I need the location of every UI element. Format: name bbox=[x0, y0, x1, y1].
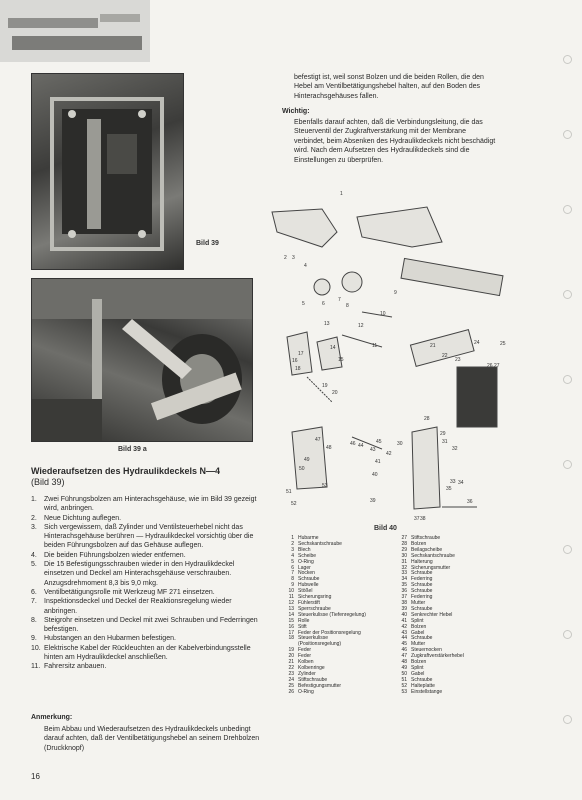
legend-row: 18 Steuerkulisse bbox=[288, 635, 329, 642]
binder-hole bbox=[563, 290, 572, 299]
legend-row: 15 Rolle bbox=[288, 617, 310, 624]
legend-row: 45 Mutter bbox=[401, 641, 426, 648]
step-item: 10. Elektrische Kabel der Rückleuchten an der Kabelverbindungsstelle hinten am Hydraulikdeckel anschließen. bbox=[31, 644, 251, 662]
legend-row: 51 Schraube bbox=[401, 676, 433, 683]
legend-row: 29 Beilagscheibe bbox=[401, 546, 443, 553]
faded-header-strip bbox=[0, 0, 150, 62]
legend-row: 32 Sicherungsmutter bbox=[401, 564, 451, 571]
diagram-parts bbox=[272, 207, 503, 509]
binder-hole bbox=[563, 130, 572, 139]
step-item: 7. Inspektionsdeckel und Deckel der Reaktionsregelung wieder anbringen. bbox=[31, 598, 232, 615]
cam-shape bbox=[342, 272, 362, 292]
legend-row: 44 Schraube bbox=[401, 635, 433, 642]
legend-row: 19 Feder bbox=[288, 647, 312, 654]
legend-row: 46 Steuernocken bbox=[401, 647, 442, 654]
step-item: 2. Neue Dichtung auflegen. bbox=[31, 514, 122, 522]
legend-row: (Positionsregelung) bbox=[298, 641, 342, 648]
lift-arm-right-shape bbox=[357, 207, 442, 247]
photo-bild-39a-illustration bbox=[32, 279, 252, 441]
legend-row: 16 Stift bbox=[288, 623, 307, 630]
step-item: 11. Fahrersitz anbauen. bbox=[31, 663, 107, 671]
legend-row: 53 Einstellstange bbox=[401, 688, 443, 695]
legend-row: 1 Hubarme bbox=[291, 535, 319, 541]
section-title: Wiederaufsetzen des Hydraulikdeckels N—4 bbox=[31, 466, 220, 476]
binder-hole bbox=[563, 205, 572, 214]
photo-bild-39 bbox=[31, 73, 184, 270]
legend-row: 23 Zylinder bbox=[288, 670, 316, 677]
legend-row: 50 Gabel bbox=[401, 670, 425, 677]
legend-row: 28 Bolzen bbox=[401, 540, 427, 547]
callout-label: 6 bbox=[322, 301, 325, 307]
step-item: 1. Zwei Führungsbolzen am Hinterachsgehäuse, wie im Bild 39 gezeigt wird, anbringen. bbox=[31, 496, 257, 513]
lift-arm-left-shape bbox=[272, 209, 337, 247]
legend-row: 8 Schraube bbox=[291, 576, 320, 583]
instruction-steps bbox=[31, 495, 263, 672]
section-heading bbox=[31, 466, 261, 488]
callout-label: 20 bbox=[332, 390, 338, 396]
exploded-diagram-bild-40 bbox=[262, 187, 524, 522]
legend-row: 37 Federring bbox=[401, 594, 433, 601]
callout-label: 23 bbox=[455, 357, 461, 363]
legend-row: 31 Halterung bbox=[401, 558, 433, 565]
legend-row: 2 Sechskantschraube bbox=[291, 540, 342, 547]
callout-label: 17 bbox=[298, 351, 304, 357]
legend-row: 40 Senkrechter Hebel bbox=[401, 611, 453, 618]
callout-label: 15 bbox=[338, 357, 344, 363]
note-heading: Anmerkung: bbox=[31, 714, 73, 721]
callout-label: 5 bbox=[302, 301, 305, 307]
callout-label: 21 bbox=[430, 343, 436, 349]
callout-label: 48 bbox=[326, 445, 332, 451]
legend-row: 38 Mutter bbox=[401, 599, 426, 606]
callout-label: 29 bbox=[440, 431, 446, 437]
legend-row: 10 Stößel bbox=[288, 588, 313, 595]
binder-hole bbox=[563, 545, 572, 554]
legend-row: 42 Bolzen bbox=[401, 623, 427, 630]
legend-row: 25 Befestigungsmutter bbox=[288, 682, 342, 689]
binder-hole bbox=[563, 715, 572, 724]
callout-label: 16 bbox=[292, 358, 298, 364]
callout-label: 43 bbox=[370, 447, 376, 453]
photo-bild-39a bbox=[31, 278, 253, 442]
legend-row: 49 Splint bbox=[401, 664, 424, 671]
wichtig-text: Ebenfalls darauf achten, daß die Verbindungsleitung, die das Steuerventil der Zugkraftverstärkung mit der Membrane verbindet, beim Absenken des Hydraulikdeckels nicht beschädigt wird. Nach dem Aufsetzen des Hydraulikdeckels sind die Einstellungen zu überprüfen. bbox=[294, 119, 496, 164]
callout-label: 28 bbox=[424, 416, 430, 422]
step-item: 3. Sich vergewissern, daß Zylinder und Ventilsteuerhebel nicht das Hinterachsgehäuse berühren — Hydraulikdeckel vorsichtig über die beiden Führungsbolzen auf das Gehäuse auflegen. bbox=[31, 523, 254, 550]
legend-row: 14 Steuerkulisse (Tiefenregelung) bbox=[288, 611, 366, 618]
legend-row: 26 O-Ring bbox=[288, 688, 314, 695]
callout-label: 27 bbox=[494, 363, 500, 369]
callout-label: 25 bbox=[500, 341, 506, 347]
callout-label: 32 bbox=[452, 446, 458, 452]
binder-hole bbox=[563, 375, 572, 384]
legend-row: 47 Zugkraftverstärkerhebel bbox=[401, 653, 464, 660]
callout-label: 39 bbox=[370, 498, 376, 504]
callout-label: 11 bbox=[372, 343, 378, 349]
callout-label: 18 bbox=[295, 366, 301, 372]
legend-row: 21 Kolben bbox=[288, 659, 314, 666]
callout-label: 24 bbox=[474, 340, 480, 346]
caption-bild-40: Bild 40 bbox=[374, 525, 397, 532]
legend-row: 3 Blech bbox=[291, 546, 311, 553]
legend-row: 20 Feder bbox=[288, 653, 312, 660]
callout-label: 33 bbox=[450, 479, 456, 485]
legend-row: 33 Schraube bbox=[401, 570, 433, 577]
legend-row: 39 Schraube bbox=[401, 605, 433, 612]
binder-hole bbox=[563, 630, 572, 639]
callout-label: 26 bbox=[487, 363, 493, 369]
spring-line bbox=[307, 377, 332, 402]
header-bar bbox=[100, 14, 140, 22]
callout-label: 50 bbox=[299, 466, 305, 472]
step-item: 5. Die 15 Befestigungsschrauben wieder in den Hydraulikdeckel einsetzen und Deckel am Hinterachsgehäuse verschrauben. Anzugsdrehmoment 8,3 bis 9,0 mkg. bbox=[31, 561, 235, 587]
legend-row: 48 Bolzen bbox=[401, 659, 427, 666]
legend-column-right bbox=[397, 536, 517, 695]
callout-label: 44 bbox=[358, 443, 364, 449]
binder-hole bbox=[563, 460, 572, 469]
callout-label: 3 bbox=[292, 255, 295, 261]
callout-label: 14 bbox=[330, 345, 336, 351]
callout-label: 13 bbox=[324, 321, 330, 327]
callout-label: 19 bbox=[322, 383, 328, 389]
legend-row: 27 Stiftschraube bbox=[401, 535, 441, 541]
legend-row: 12 Fühlerstift bbox=[288, 599, 320, 606]
piston-shape bbox=[410, 330, 474, 367]
callout-label: 31 bbox=[442, 439, 448, 445]
callout-label: 41 bbox=[375, 459, 381, 465]
callout-label: 7 bbox=[338, 297, 341, 303]
legend-row: 43 Gabel bbox=[401, 629, 425, 636]
vertical-lever-shape bbox=[412, 427, 440, 509]
caption-bild-39: Bild 39 bbox=[196, 240, 219, 247]
callout-label: 4 bbox=[304, 263, 307, 269]
legend-row: 52 Halteplatte bbox=[401, 682, 435, 689]
step-item: 9. Hubstangen an den Hubarmen befestigen. bbox=[31, 635, 176, 643]
step-item: 6. Ventilbetätigungsrolle mit Werkzeug MF 271 einsetzen. bbox=[31, 588, 215, 596]
callout-label: 52 bbox=[291, 501, 297, 507]
legend-column-left bbox=[284, 536, 404, 695]
header-bar bbox=[12, 36, 142, 50]
section-subtitle: (Bild 39) bbox=[31, 477, 65, 487]
legend-row: 6 Lager bbox=[291, 564, 311, 571]
callout-label: 49 bbox=[304, 457, 310, 463]
legend-row: 24 Stiftschraube bbox=[288, 676, 328, 683]
legend-row: 5 O-Ring bbox=[291, 558, 314, 565]
step-item: 4. Die beiden Führungsbolzen wieder entfernen. bbox=[31, 551, 186, 559]
callout-label: 42 bbox=[386, 451, 392, 457]
wichtig-heading: Wichtig: bbox=[282, 108, 310, 115]
legend-row: 22 Kolbenringe bbox=[288, 664, 325, 671]
photo-bild-39-illustration bbox=[32, 74, 183, 269]
callout-label: 45 bbox=[376, 439, 382, 445]
callout-label: 9 bbox=[394, 290, 397, 296]
callout-label: 8 bbox=[346, 303, 349, 309]
legend-row: 7 Nocken bbox=[291, 570, 315, 577]
lift-shaft-shape bbox=[401, 258, 503, 295]
binder-hole bbox=[563, 55, 572, 64]
legend-row: 13 Sperrschraube bbox=[288, 605, 331, 612]
legend-row: 4 Scheibe bbox=[291, 552, 317, 559]
callout-label: 40 bbox=[372, 472, 378, 478]
legend-row: 11 Sicherungsring bbox=[288, 594, 332, 601]
legend-row: 36 Schraube bbox=[401, 588, 433, 595]
bearing-shape bbox=[314, 279, 330, 295]
note-text: Beim Abbau und Wiederaufsetzen des Hydraulikdeckels unbedingt darauf achten, daß der Ventilbetätigungshebel an seinem Drehbolzen (Druckknopf) bbox=[44, 726, 260, 752]
callout-label: 30 bbox=[397, 441, 403, 447]
plunger-line bbox=[362, 312, 392, 317]
continued-paragraph: befestigt ist, weil sonst Bolzen und die beiden Rollen, die den Hebel am Ventilbetätigungshebel halten, auf den Boden des Hinterachsgehäuses fallen. bbox=[294, 74, 484, 100]
page-number: 16 bbox=[31, 772, 40, 781]
legend-row: 41 Splint bbox=[401, 617, 424, 624]
callout-label: 36 bbox=[467, 499, 473, 505]
legend-row: 17 Feder der Positionsregelung bbox=[288, 629, 361, 636]
callout-label: 51 bbox=[286, 489, 292, 495]
callout-label: 22 bbox=[442, 353, 448, 359]
callout-label: 46 bbox=[350, 441, 356, 447]
callout-label: 47 bbox=[315, 437, 321, 443]
callout-label: 37 bbox=[414, 516, 420, 522]
callout-label: 34 bbox=[458, 480, 464, 486]
callout-label: 53 bbox=[322, 483, 328, 489]
control-quadrant-2-shape bbox=[317, 337, 342, 370]
callout-label: 35 bbox=[446, 486, 452, 492]
callout-label: 38 bbox=[420, 516, 426, 522]
callout-label: 10 bbox=[380, 311, 386, 317]
legend-row: 9 Hubwelle bbox=[291, 582, 319, 589]
callout-label: 12 bbox=[358, 323, 364, 329]
header-bar bbox=[8, 18, 98, 28]
caption-bild-39a: Bild 39 a bbox=[118, 446, 147, 453]
cylinder-shape bbox=[457, 367, 497, 427]
legend-row: 35 Schraube bbox=[401, 582, 433, 589]
callout-label: 1 bbox=[340, 191, 343, 197]
legend-row: 34 Federring bbox=[401, 576, 433, 583]
legend-row: 30 Sechskantschraube bbox=[401, 552, 455, 559]
callout-label: 2 bbox=[284, 255, 287, 261]
step-item: 8. Steigrohr einsetzen und Deckel mit zwei Schrauben und Federringen befestigen. bbox=[31, 616, 258, 634]
